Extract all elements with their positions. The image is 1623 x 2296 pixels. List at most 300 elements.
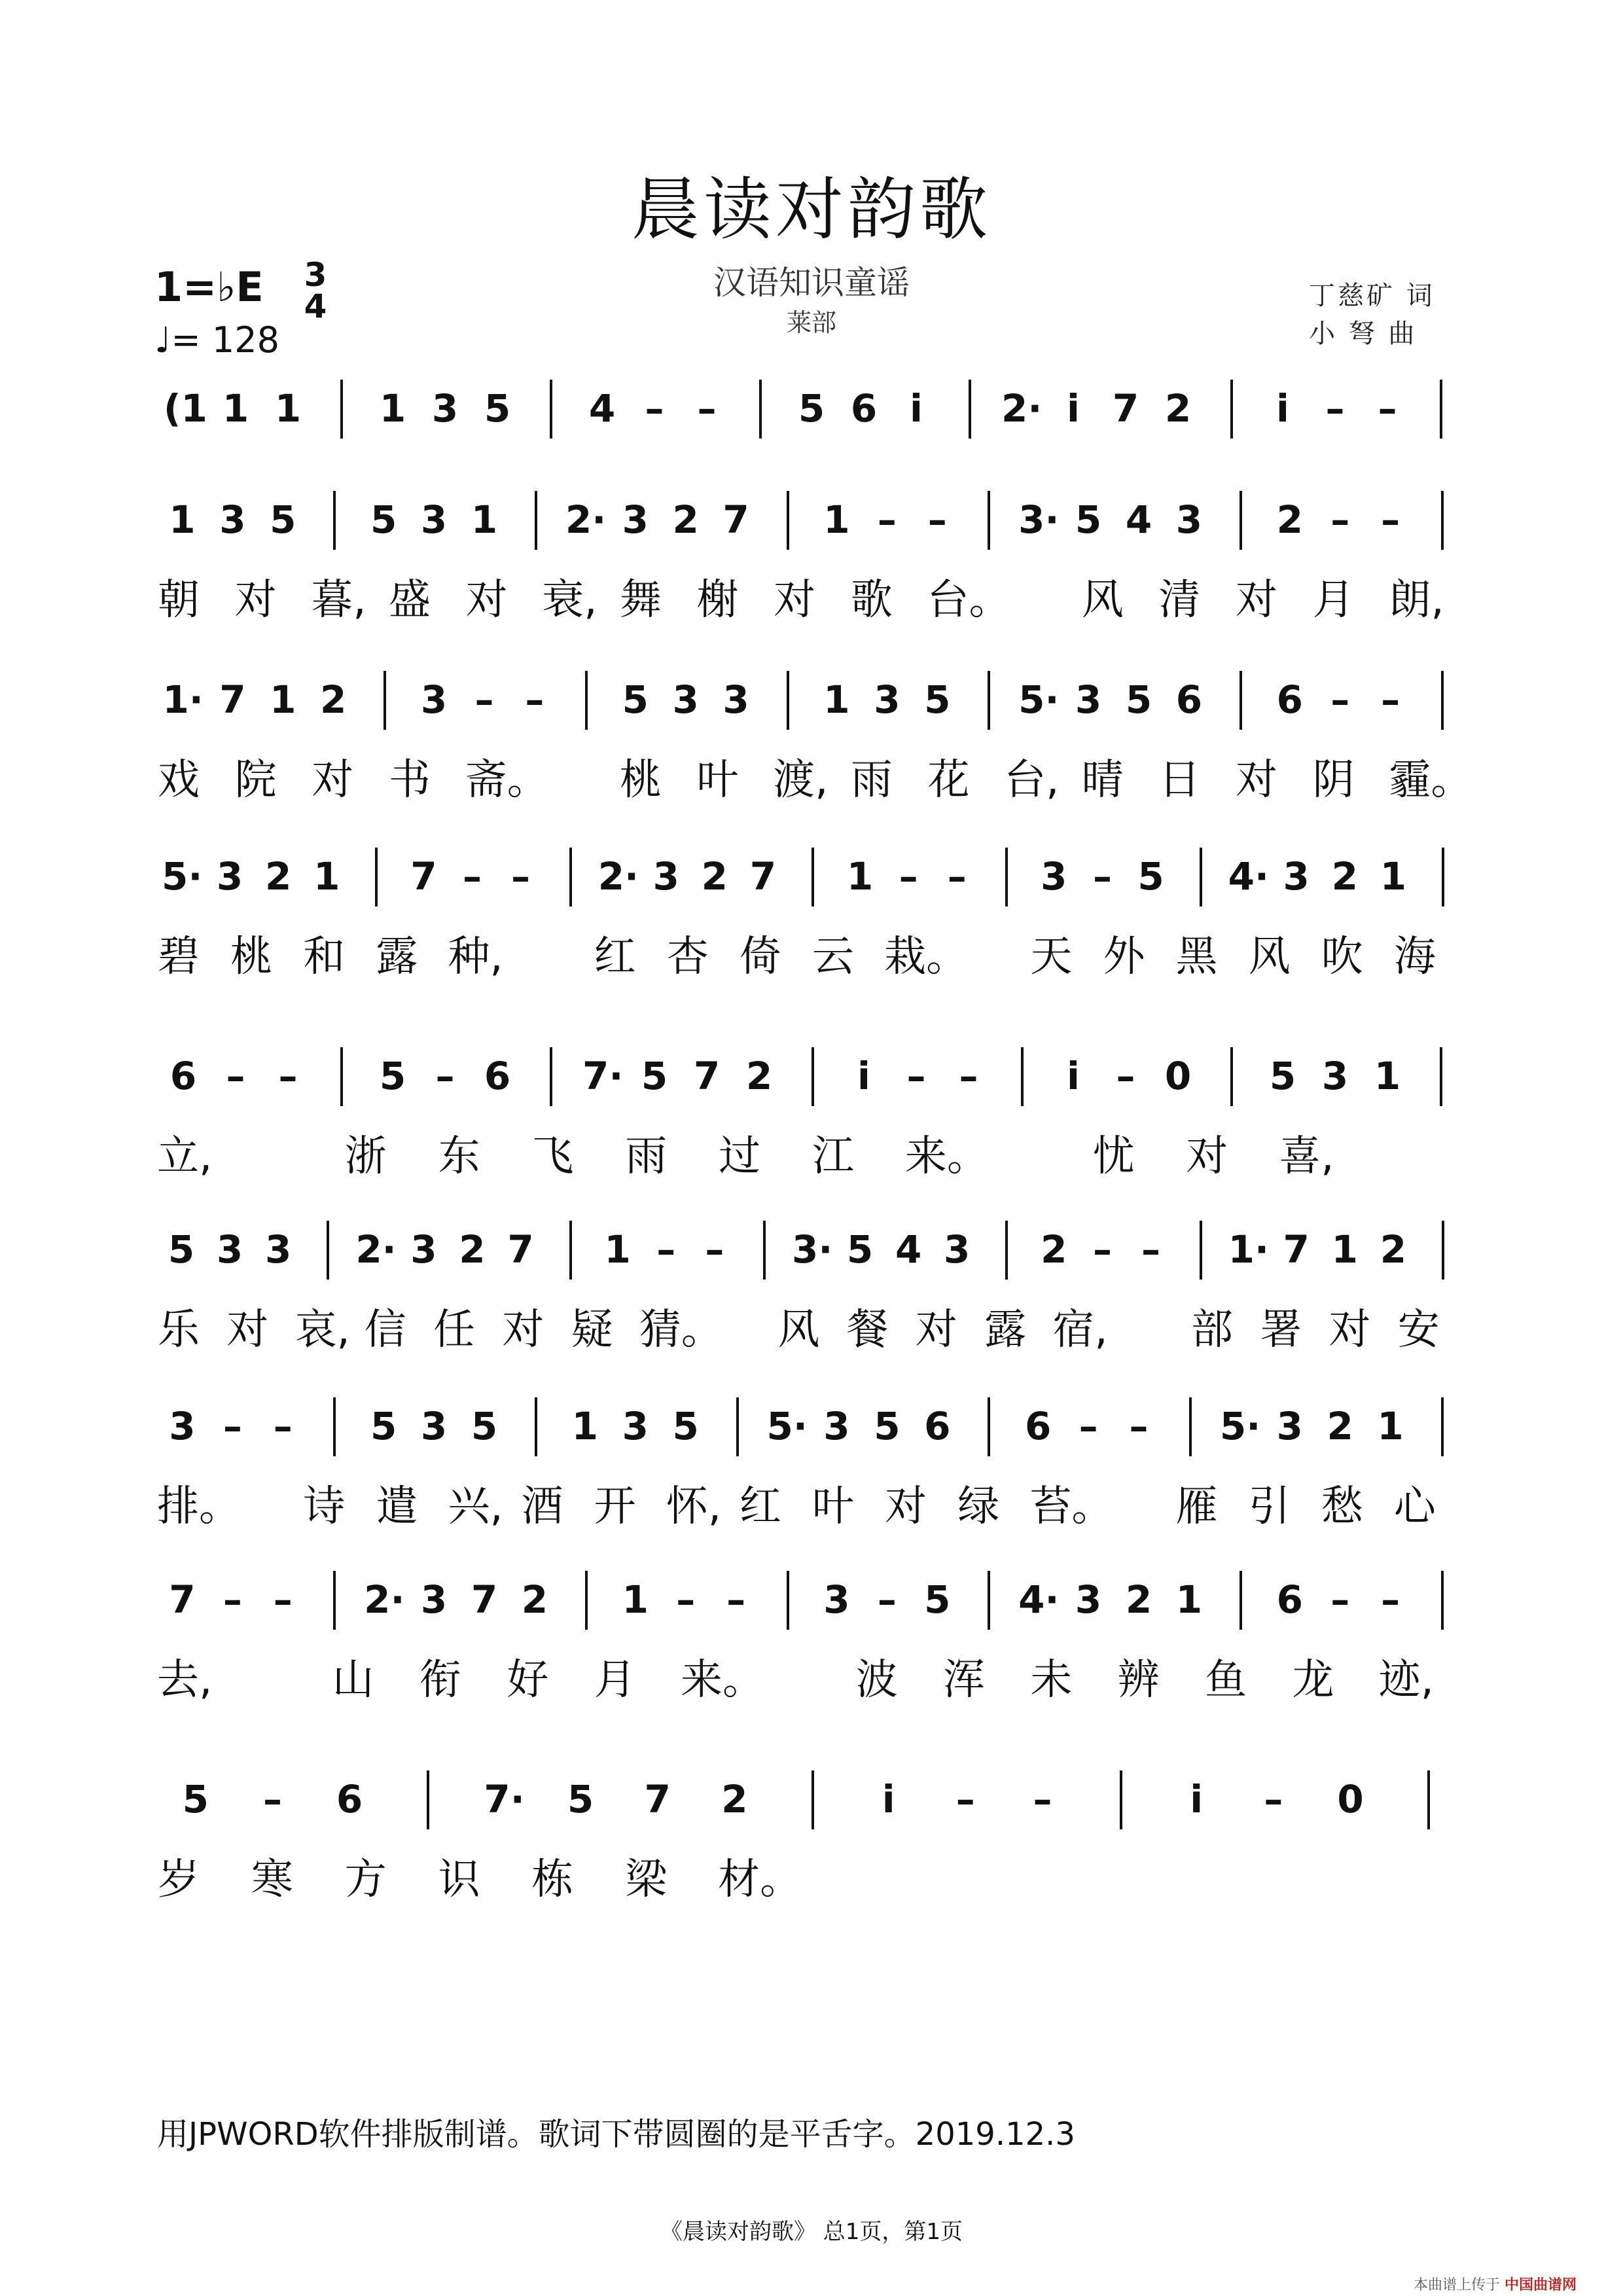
note: – bbox=[1330, 497, 1350, 542]
note: – bbox=[435, 1054, 455, 1098]
lyric-syllable: 暮, bbox=[311, 576, 366, 624]
lyric-syllable: 引 bbox=[1248, 1482, 1291, 1531]
lyric-syllable: 浙 bbox=[344, 1132, 387, 1181]
note: 1 bbox=[169, 497, 196, 542]
note: 2 bbox=[745, 1054, 773, 1098]
bar-line bbox=[787, 671, 789, 730]
note: 2 bbox=[521, 1577, 548, 1622]
note: i bbox=[910, 386, 923, 431]
lyric-syllable: 寒 bbox=[251, 1856, 293, 1904]
lyric-syllable: 雨 bbox=[625, 1132, 668, 1181]
lyric-syllable: 戏 bbox=[158, 756, 200, 804]
note: – bbox=[462, 854, 482, 899]
note: 5 bbox=[1137, 854, 1164, 899]
note: – bbox=[1330, 1577, 1350, 1622]
note: 7 bbox=[749, 854, 777, 899]
lyric-syllable: 盛 bbox=[388, 576, 431, 624]
bar-line bbox=[1440, 1047, 1442, 1106]
lyric-syllable: 霾。 bbox=[1389, 756, 1473, 804]
bar-line bbox=[569, 848, 572, 906]
bar-line bbox=[988, 1571, 990, 1630]
lyric-syllable: 吹 bbox=[1321, 933, 1363, 981]
note: 2· bbox=[597, 854, 639, 899]
lyric-syllable: 猜。 bbox=[639, 1306, 723, 1354]
arranger: 莱部 bbox=[786, 308, 836, 337]
lyric-syllable: 月 bbox=[594, 1656, 636, 1704]
lyric-syllable: 阴 bbox=[1312, 756, 1355, 804]
note: 1 bbox=[274, 386, 302, 431]
bar-line bbox=[1441, 671, 1444, 730]
lyric-syllable: 月 bbox=[1312, 576, 1355, 624]
note: 5· bbox=[1219, 1404, 1261, 1448]
lyric-syllable: 栽。 bbox=[884, 933, 969, 981]
notes-row bbox=[0, 677, 1623, 756]
bar-line bbox=[812, 1770, 814, 1829]
note: 6 bbox=[924, 1404, 951, 1448]
note: – bbox=[877, 1577, 897, 1622]
note: – bbox=[1116, 1054, 1135, 1098]
lyric-syllable: 叶 bbox=[812, 1482, 854, 1531]
note: – bbox=[676, 1577, 696, 1622]
bar-line bbox=[1021, 1047, 1024, 1106]
tempo-marking: ♩= 128 bbox=[154, 319, 279, 361]
note: 1 bbox=[222, 386, 249, 431]
notes-row bbox=[0, 1054, 1623, 1132]
lyric-syllable: 材。 bbox=[718, 1856, 802, 1904]
lyric-syllable: 立, bbox=[157, 1132, 213, 1181]
note: 7 bbox=[1112, 386, 1139, 431]
lyric-syllable: 诗 bbox=[303, 1482, 346, 1531]
bar-line bbox=[1189, 1397, 1192, 1456]
site-credit bbox=[1414, 2274, 1577, 2294]
bar-line bbox=[1005, 848, 1008, 906]
note: 7 bbox=[169, 1577, 196, 1622]
note: 3 bbox=[169, 1404, 196, 1448]
note: 5 bbox=[567, 1777, 594, 1821]
lyric-syllable: 台。 bbox=[927, 576, 1011, 624]
note: – bbox=[1092, 854, 1112, 899]
lyric-syllable: 院 bbox=[234, 756, 277, 804]
lyric-syllable: 遣 bbox=[376, 1482, 418, 1531]
note: 3· bbox=[1018, 497, 1060, 542]
bar-line bbox=[1230, 380, 1233, 439]
lyric-syllable: 任 bbox=[433, 1306, 476, 1354]
bar-line bbox=[535, 1397, 537, 1456]
note: 3· bbox=[792, 1227, 833, 1272]
note: 5· bbox=[162, 854, 203, 899]
note: 3 bbox=[1321, 1054, 1349, 1098]
note: 5· bbox=[1018, 677, 1060, 722]
notes-row bbox=[0, 854, 1623, 933]
note: i bbox=[1067, 386, 1080, 431]
lyric-syllable: 海 bbox=[1393, 933, 1436, 981]
lyric-syllable: 杏 bbox=[666, 933, 709, 981]
lyric-syllable: 波 bbox=[855, 1656, 898, 1704]
note: 3 bbox=[1041, 854, 1067, 899]
note: 5 bbox=[641, 1054, 668, 1098]
note: i bbox=[857, 1054, 870, 1098]
lyric-syllable: 外 bbox=[1103, 933, 1145, 981]
bar-line bbox=[787, 491, 789, 550]
note: 2· bbox=[355, 1227, 397, 1272]
lyric-syllable: 开 bbox=[594, 1482, 636, 1531]
lyric-syllable: 衔 bbox=[419, 1656, 461, 1704]
lyric-syllable: 信 bbox=[364, 1306, 406, 1354]
lyric-syllable: 舞 bbox=[619, 576, 662, 624]
lyric-syllable: 风 bbox=[1081, 576, 1124, 624]
bar-line bbox=[1200, 848, 1202, 906]
bar-line bbox=[327, 1221, 329, 1280]
note: 2 bbox=[264, 854, 292, 899]
note: – bbox=[525, 677, 544, 722]
note: 7 bbox=[410, 854, 437, 899]
note: – bbox=[947, 854, 967, 899]
key-signature: 1=♭E bbox=[154, 263, 264, 311]
bar-line bbox=[375, 848, 378, 906]
lyric-syllable: 宿, bbox=[1052, 1306, 1108, 1354]
lyric-syllable: 书 bbox=[388, 756, 431, 804]
note: – bbox=[697, 386, 717, 431]
note: 5· bbox=[766, 1404, 808, 1448]
note: 1· bbox=[162, 677, 204, 722]
lyric-syllable: 天 bbox=[1030, 933, 1073, 981]
lyric-syllable: 和 bbox=[303, 933, 346, 981]
lyric-syllable: 对 bbox=[502, 1306, 544, 1354]
note: 5 bbox=[370, 1404, 397, 1448]
note: 5 bbox=[874, 1404, 901, 1448]
lyric-syllable: 餐 bbox=[846, 1306, 889, 1354]
note: 5 bbox=[1269, 1054, 1296, 1098]
note: – bbox=[262, 1777, 282, 1821]
notes-row bbox=[0, 386, 1623, 465]
note: 7 bbox=[471, 1577, 498, 1622]
lyric-syllable: 忧 bbox=[1092, 1132, 1135, 1181]
note: – bbox=[223, 1404, 242, 1448]
bar-line bbox=[736, 1397, 739, 1456]
bar-line bbox=[427, 1770, 429, 1829]
note: 7· bbox=[484, 1777, 525, 1821]
note: 5 bbox=[622, 677, 649, 722]
note: 2· bbox=[565, 497, 607, 542]
note: 6 bbox=[169, 1054, 197, 1098]
note: 5 bbox=[370, 497, 397, 542]
page-footer: 《晨读对韵歌》 总1页，第1页 bbox=[660, 2219, 963, 2245]
note: 6 bbox=[1276, 677, 1303, 722]
note: 6 bbox=[1276, 1577, 1303, 1622]
lyric-syllable: 歌 bbox=[850, 576, 893, 624]
lyric-syllable: 梁 bbox=[625, 1856, 668, 1904]
bar-line bbox=[1441, 1571, 1444, 1630]
note: 2 bbox=[1125, 1577, 1152, 1622]
bar-line bbox=[1240, 491, 1242, 550]
bar-line bbox=[1240, 671, 1242, 730]
note: 5 bbox=[168, 1227, 195, 1272]
note: 1· bbox=[1228, 1227, 1270, 1272]
note: 1 bbox=[1377, 1404, 1404, 1448]
note: 0 bbox=[1164, 1054, 1192, 1098]
bar-line bbox=[1005, 1221, 1008, 1280]
notes-row bbox=[0, 1777, 1623, 1856]
lyric-syllable: 对 bbox=[774, 576, 816, 624]
lyric-syllable: 露 bbox=[376, 933, 418, 981]
note: 1 bbox=[846, 854, 874, 899]
note: i bbox=[882, 1777, 895, 1821]
bar-line bbox=[550, 1047, 552, 1106]
note: 3 bbox=[216, 854, 243, 899]
lyric-syllable: 叶 bbox=[696, 756, 739, 804]
note: 7 bbox=[219, 677, 246, 722]
bar-line bbox=[1427, 1770, 1430, 1829]
note: 3 bbox=[944, 1227, 971, 1272]
note: 7 bbox=[507, 1227, 534, 1272]
note: 6 bbox=[484, 1054, 511, 1098]
note: 3 bbox=[1283, 854, 1310, 899]
note: – bbox=[955, 1777, 975, 1821]
lyric-syllable: 江 bbox=[812, 1132, 854, 1181]
note: 2 bbox=[721, 1777, 748, 1821]
lyric-syllable: 署 bbox=[1260, 1306, 1302, 1354]
bar-line bbox=[1200, 1221, 1202, 1280]
lyric-syllable: 红 bbox=[739, 1482, 781, 1531]
lyric-syllable: 对 bbox=[1186, 1132, 1228, 1181]
note: 3 bbox=[219, 497, 246, 542]
lyric-syllable: 喜, bbox=[1279, 1132, 1334, 1181]
note: 1 bbox=[1331, 1227, 1358, 1272]
note: i bbox=[1190, 1777, 1204, 1821]
bar-line bbox=[1441, 1397, 1444, 1456]
lyric-syllable: 迹, bbox=[1378, 1656, 1434, 1704]
note: 5 bbox=[798, 386, 825, 431]
bar-line bbox=[535, 491, 537, 550]
note: 0 bbox=[1337, 1777, 1364, 1821]
lyric-syllable: 来。 bbox=[904, 1132, 989, 1181]
bar-line bbox=[1240, 1571, 1242, 1630]
note: 7 bbox=[693, 1054, 721, 1098]
note: 3 bbox=[420, 1577, 448, 1622]
note: 1 bbox=[379, 386, 406, 431]
lyric-syllable: 对 bbox=[1236, 756, 1278, 804]
note: 4 bbox=[1125, 497, 1152, 542]
lyric-syllable: 浑 bbox=[943, 1656, 985, 1704]
note: – bbox=[906, 1054, 926, 1098]
note: 7· bbox=[582, 1054, 624, 1098]
bar-line bbox=[1442, 1221, 1444, 1280]
bar-line bbox=[585, 1571, 588, 1630]
lyric-syllable: 雁 bbox=[1175, 1482, 1218, 1531]
lyric-syllable: 部 bbox=[1190, 1306, 1233, 1354]
lyric-syllable: 风 bbox=[777, 1306, 820, 1354]
bar-line bbox=[969, 380, 971, 439]
lyric-syllable: 种, bbox=[448, 933, 503, 981]
note: 5 bbox=[379, 1054, 406, 1098]
note: 3 bbox=[410, 1227, 437, 1272]
lyric-syllable: 对 bbox=[226, 1306, 269, 1354]
note: – bbox=[511, 854, 531, 899]
note: – bbox=[1325, 386, 1345, 431]
note: 7 bbox=[722, 497, 749, 542]
note: 3 bbox=[1075, 677, 1102, 722]
lyric-syllable: 好 bbox=[507, 1656, 549, 1704]
note: 3 bbox=[420, 677, 448, 722]
note: – bbox=[705, 1227, 724, 1272]
note: 2 bbox=[701, 854, 728, 899]
lyric-syllable: 云 bbox=[812, 933, 854, 981]
lyric-syllable: 疑 bbox=[571, 1306, 613, 1354]
lyric-syllable: 桃 bbox=[230, 933, 273, 981]
bar-line bbox=[383, 671, 386, 730]
note: 3 bbox=[622, 497, 649, 542]
lyric-syllable: 清 bbox=[1158, 576, 1201, 624]
bar-line bbox=[340, 380, 343, 439]
lyric-syllable: 碧 bbox=[158, 933, 200, 981]
time-signature-top: 3 bbox=[304, 256, 327, 294]
note: 3 bbox=[431, 386, 459, 431]
note: – bbox=[273, 1577, 293, 1622]
lyric-syllable: 渡, bbox=[773, 756, 829, 804]
note: 1 bbox=[571, 1404, 599, 1448]
note: – bbox=[1381, 677, 1400, 722]
lyric-syllable: 乐 bbox=[158, 1306, 200, 1354]
note: 1 bbox=[270, 677, 296, 722]
note: – bbox=[1092, 1227, 1112, 1272]
note: 3 bbox=[874, 677, 901, 722]
note: 2 bbox=[1164, 386, 1192, 431]
bar-line bbox=[333, 491, 336, 550]
lyric-syllable: 绿 bbox=[957, 1482, 1000, 1531]
note: 3 bbox=[672, 677, 699, 722]
lyrics-row bbox=[0, 923, 1623, 988]
note: 2· bbox=[364, 1577, 405, 1622]
note: 4 bbox=[895, 1227, 922, 1272]
song-title: 晨读对韵歌 bbox=[631, 170, 991, 249]
lyric-syllable: 倚 bbox=[739, 933, 781, 981]
note: – bbox=[474, 677, 494, 722]
note: – bbox=[1381, 1577, 1400, 1622]
note: 3 bbox=[216, 1227, 243, 1272]
note: 1 bbox=[604, 1227, 631, 1272]
lyrics-row bbox=[0, 1473, 1623, 1538]
lyric-syllable: 过 bbox=[719, 1132, 761, 1181]
note: 6 bbox=[1024, 1404, 1052, 1448]
note: – bbox=[1129, 1404, 1149, 1448]
lyric-syllable: 识 bbox=[438, 1856, 480, 1904]
note: 2 bbox=[1331, 854, 1358, 899]
note: 3 bbox=[1075, 1577, 1102, 1622]
note: i bbox=[1067, 1054, 1080, 1098]
lyric-syllable: 红 bbox=[594, 933, 636, 981]
note: 2 bbox=[1041, 1227, 1067, 1272]
notes-row bbox=[0, 497, 1623, 576]
note: – bbox=[278, 1054, 298, 1098]
lyric-syllable: 未 bbox=[1030, 1656, 1073, 1704]
note: – bbox=[1033, 1777, 1052, 1821]
lyric-syllable: 对 bbox=[1236, 576, 1278, 624]
lyric-syllable: 日 bbox=[1158, 756, 1201, 804]
note: – bbox=[1381, 497, 1400, 542]
bar-line bbox=[988, 1397, 990, 1456]
bar-line bbox=[585, 671, 588, 730]
note: 5 bbox=[846, 1227, 874, 1272]
note: – bbox=[1330, 677, 1350, 722]
note: – bbox=[877, 497, 897, 542]
lyrics-row bbox=[0, 1122, 1623, 1188]
note: 6 bbox=[1175, 677, 1203, 722]
note: 2· bbox=[1001, 386, 1043, 431]
lyric-syllable: 鱼 bbox=[1205, 1656, 1247, 1704]
lyrics-row bbox=[0, 746, 1623, 812]
footer-note: 用JPWORD软件排版制谱。歌词下带圆圈的是平舌字。2019.12.3 bbox=[157, 2116, 1075, 2153]
note: – bbox=[1079, 1404, 1098, 1448]
bar-line bbox=[787, 1571, 789, 1630]
lyric-syllable: 衰, bbox=[542, 576, 597, 624]
note: 1 bbox=[622, 1577, 649, 1622]
note: 5 bbox=[471, 1404, 498, 1448]
notes-row bbox=[0, 1577, 1623, 1656]
lyrics-row bbox=[0, 1296, 1623, 1361]
lyric-syllable: 对 bbox=[885, 1482, 927, 1531]
lyric-syllable: 斋。 bbox=[465, 756, 549, 804]
lyric-syllable: 岁 bbox=[158, 1856, 200, 1904]
note: – bbox=[899, 854, 918, 899]
lyric-syllable: 栋 bbox=[531, 1856, 574, 1904]
note: – bbox=[927, 497, 947, 542]
lyric-syllable: 桃 bbox=[619, 756, 662, 804]
note: 1 bbox=[823, 497, 850, 542]
note: – bbox=[726, 1577, 746, 1622]
note: 6 bbox=[850, 386, 878, 431]
lyric-syllable: 方 bbox=[344, 1856, 387, 1904]
note: 2 bbox=[1380, 1227, 1407, 1272]
note: 1 bbox=[313, 854, 340, 899]
note: – bbox=[226, 1054, 245, 1098]
note: 6 bbox=[336, 1777, 363, 1821]
lyric-syllable: 苔。 bbox=[1029, 1482, 1114, 1531]
bar-line bbox=[1441, 491, 1444, 550]
note: – bbox=[959, 1054, 978, 1098]
lyric-syllable: 心 bbox=[1393, 1482, 1436, 1531]
lyrics-row bbox=[0, 1646, 1623, 1712]
site-name: 中国曲谱网 bbox=[1505, 2277, 1577, 2293]
lyric-syllable: 对 bbox=[465, 576, 508, 624]
note: 3 bbox=[823, 1404, 850, 1448]
note: 5 bbox=[924, 677, 951, 722]
note: 2 bbox=[459, 1227, 486, 1272]
note: 3 bbox=[823, 1577, 850, 1622]
bar-line bbox=[569, 1221, 572, 1280]
note: 1 bbox=[1175, 1577, 1203, 1622]
note: 1 bbox=[823, 677, 850, 722]
note: 2 bbox=[1276, 497, 1303, 542]
bar-line bbox=[988, 491, 990, 550]
note: 2 bbox=[1327, 1404, 1353, 1448]
note: 3 bbox=[1175, 497, 1203, 542]
time-signature-bottom: 4 bbox=[304, 287, 327, 325]
note: 3 bbox=[652, 854, 679, 899]
note: 3 bbox=[264, 1227, 292, 1272]
note: 1 bbox=[1374, 1054, 1401, 1098]
note: 1 bbox=[471, 497, 498, 542]
bar-line bbox=[812, 1047, 814, 1106]
bar-line bbox=[759, 380, 762, 439]
composer-credit: 小 弩 曲 bbox=[1309, 319, 1418, 349]
lyric-syllable: 怀, bbox=[666, 1482, 722, 1531]
note: 5 bbox=[484, 386, 511, 431]
lyric-syllable: 酒 bbox=[521, 1482, 563, 1531]
note: 3 bbox=[722, 677, 749, 722]
lyrics-row bbox=[0, 566, 1623, 632]
lyric-syllable: 飞 bbox=[531, 1132, 574, 1181]
lyric-syllable: 露 bbox=[984, 1306, 1027, 1354]
